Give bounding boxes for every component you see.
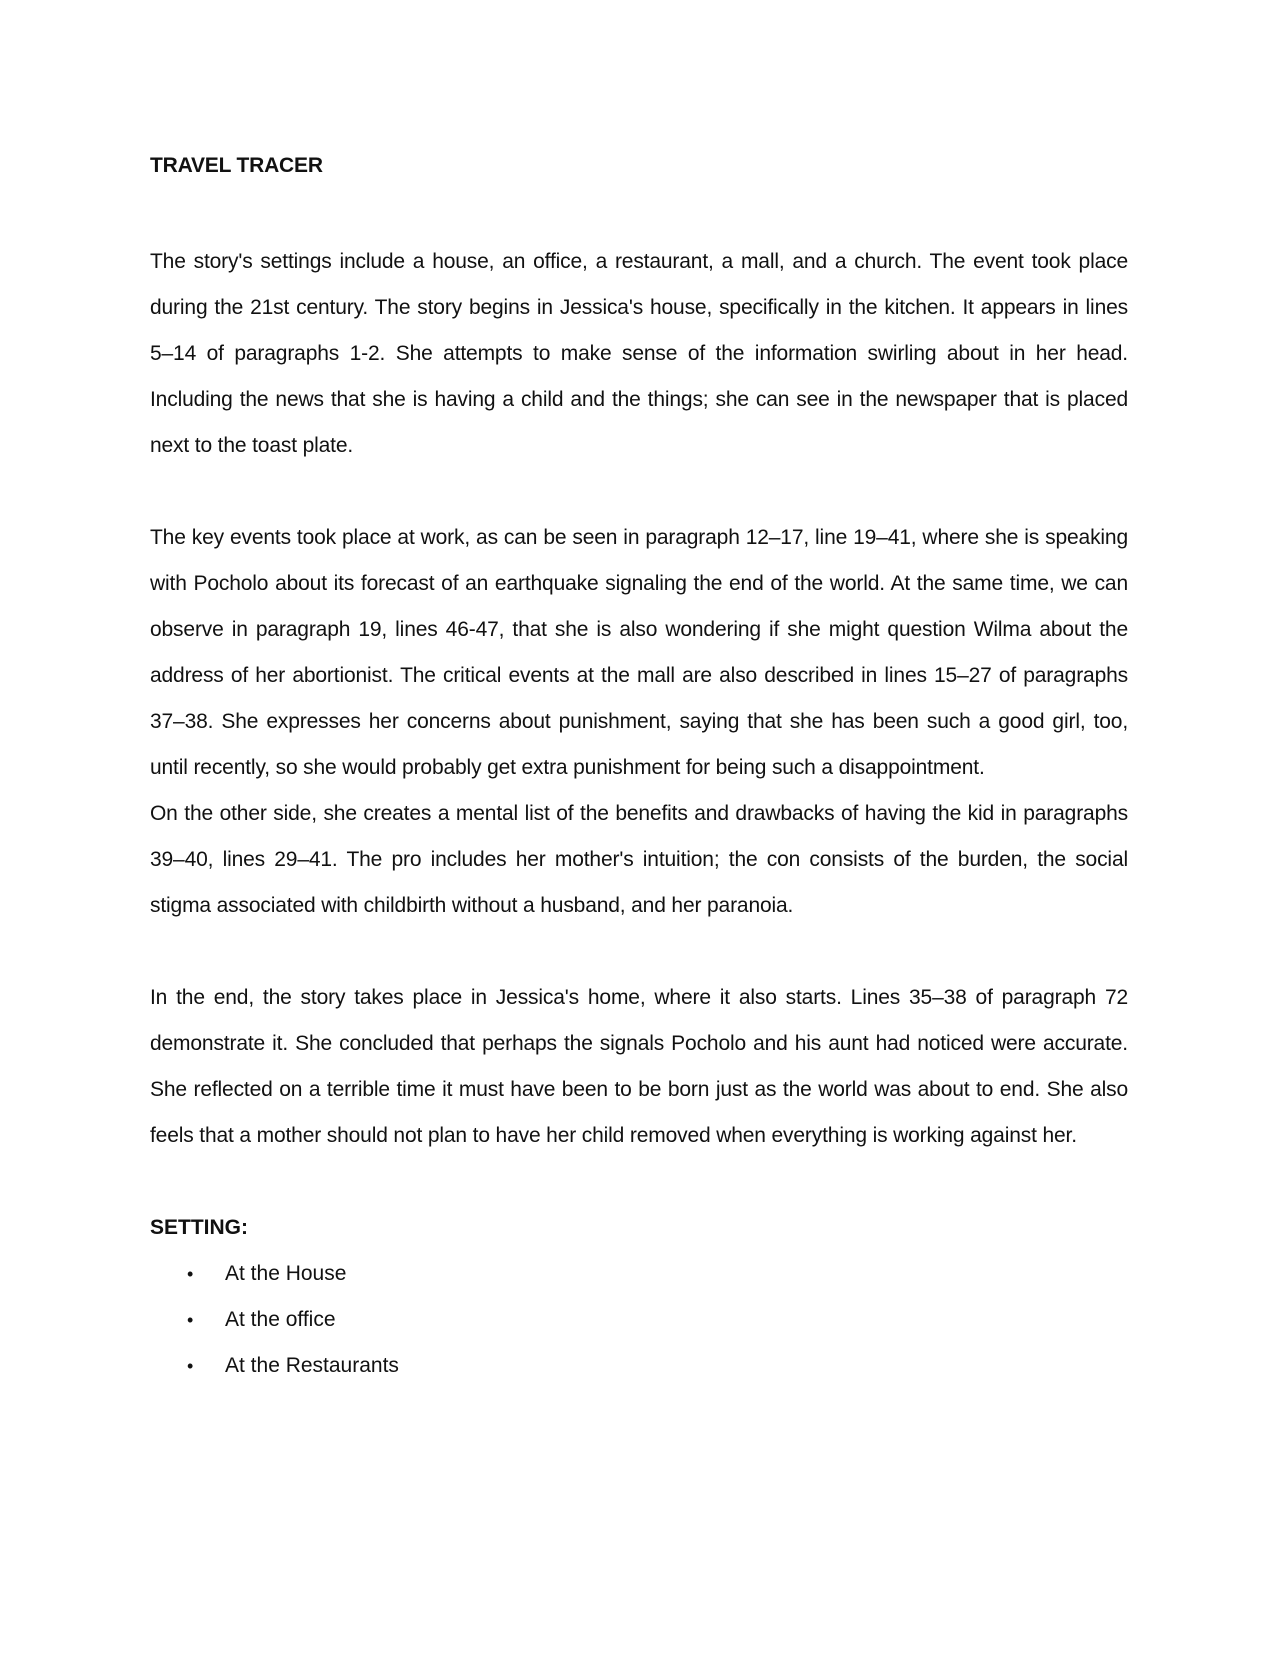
document-title: TRAVEL TRACER	[150, 154, 323, 177]
setting-item-label: At the office	[225, 1308, 336, 1331]
paragraph-pros-cons: On the other side, she creates a mental list of the benefits and drawbacks of having the kid in paragraphs 39–40, lines 29–41. The pro includes her mother's intuition; the con consists of the burden, the social stigma associated with childbirth without a husband, and her paranoia.	[150, 802, 1128, 917]
paragraph-gap	[150, 929, 1128, 975]
bullet-icon: •	[187, 1356, 194, 1376]
document-page	[150, 148, 1128, 1389]
bullet-icon: •	[187, 1264, 194, 1284]
list-item	[150, 1297, 1128, 1343]
paragraph-settings-intro: The story's settings include a house, an office, a restaurant, a mall, and a church. The event took place during the 21st century. The story begins in Jessica's house, specifically in the kitchen. It appears in lines 5–14 of paragraphs 1-2. She attempts to make sense of the information swirling about in her head. Including the news that she is having a child and the things; she can see in the newspaper that is placed next to the toast plate.	[150, 250, 1128, 457]
paragraph-gap	[150, 469, 1128, 515]
list-item	[150, 1343, 1128, 1389]
setting-heading: SETTING:	[150, 1216, 248, 1239]
setting-list	[150, 1251, 1128, 1389]
bullet-icon: •	[187, 1310, 194, 1330]
list-item	[150, 1251, 1128, 1297]
setting-item-label: At the Restaurants	[225, 1354, 399, 1377]
paragraph-key-events: The key events took place at work, as can be seen in paragraph 12–17, line 19–41, where she is speaking with Pocholo about its forecast of an earthquake signaling the end of the world. At the same time, we can observe in paragraph 19, lines 46-47, that she is also wondering if she might question Wilma about the address of her abortionist. The critical events at the mall are also described in lines 15–27 of paragraphs 37–38. She expresses her concerns about punishment, saying that she has been such a good girl, too, until recently, so she would probably get extra punishment for being such a disappointment.	[150, 526, 1128, 779]
paragraph-ending: In the end, the story takes place in Jessica's home, where it also starts. Lines 35–38 of paragraph 72 demonstrate it. She concluded that perhaps the signals Pocholo and his aunt had noticed were accurate. She reflected on a terrible time it must have been to be born just as the world was about to end. She also feels that a mother should not plan to have her child removed when everything is working against her.	[150, 986, 1128, 1147]
setting-item-label: At the House	[225, 1262, 347, 1285]
paragraph-gap	[150, 1159, 1128, 1205]
